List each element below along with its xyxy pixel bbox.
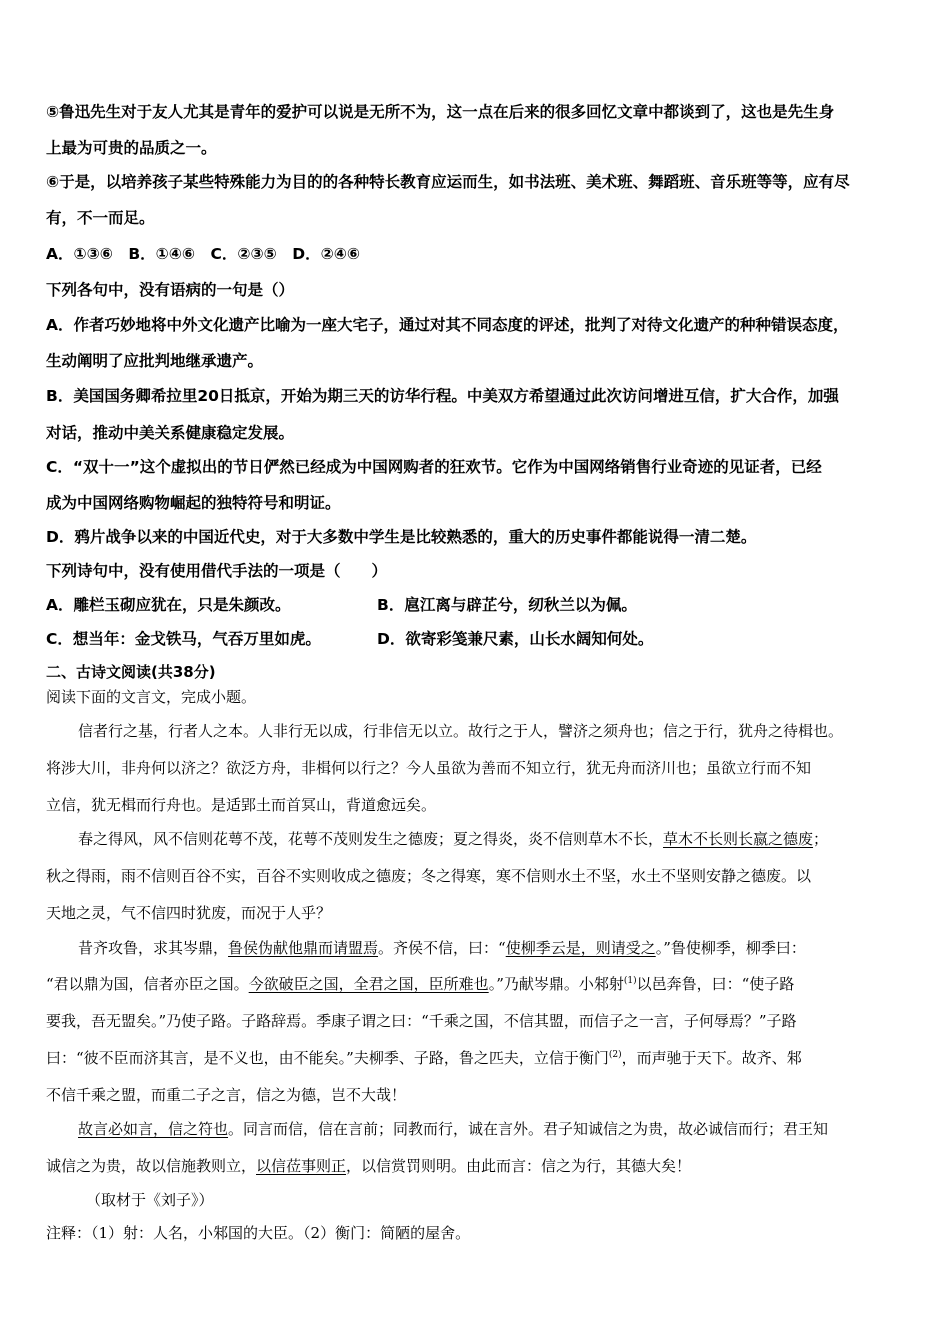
q3-stem: 下列诗句中，没有使用借代手法的一项是（ ）: [46, 562, 388, 580]
q2-option-a-line-2: 生动阐明了应批判地继承遗产。: [46, 352, 264, 370]
passage-p3-line-4: 曰：“彼不臣而济其言，是不义也，由不能矣。”夫柳季、子路，鲁之匹夫，立信于衡门$^{(2)}$，而声驰于天下。故齐、邾: [46, 1049, 802, 1067]
q2-option-c-line-1: C．“双十一”这个虚拟出的节日俨然已经成为中国网购者的狂欢节。它作为中国网络销售行业奇迹的见证者，已经: [46, 458, 822, 476]
passage-p1-line-3: 立信，犹无楫而行舟也。是适郢土而首冥山，背道愈远矣。: [46, 796, 437, 814]
q3-option-a: A．雕栏玉砌应犹在，只是朱颜改。: [46, 596, 291, 614]
q2-option-b-line-2: 对话，推动中美关系健康稳定发展。: [46, 424, 295, 442]
passage-p3-line-5: 不信千乘之盟，而重二子之言，信之为德，岂不大哉！: [46, 1086, 407, 1104]
passage-p3-line-2: “君以鼎为国，信者亦臣之国。今欲破臣之国，全君之国，臣所难也。”乃献岑鼎。小邾射$^{(1)}$以邑奔鲁，曰：“使子路: [46, 975, 795, 993]
passage-p4-line-2: 诚信之为贵，故以信施教则立，以信莅事则正，以信赏罚则明。由此而言：信之为行，其德大矣！: [46, 1157, 692, 1175]
q2-stem: 下列各句中，没有语病的一句是（）: [46, 281, 295, 299]
passage-source: （取材于《刘子》）: [86, 1191, 214, 1209]
section-heading: 二、古诗文阅读(共38分): [46, 663, 216, 681]
passage-p1-line-2: 将涉大川，非舟何以济之？欲泛方舟，非楫何以行之？今人虽欲为善而不知立行，犹无舟而济川也；虽欲立行而不知: [46, 759, 812, 777]
passage-p2-line-1: 春之得风，风不信则花萼不茂，花萼不茂则发生之德废；夏之得炎，炎不信则草木不长，草木不长则长嬴之德废；: [78, 830, 829, 848]
section-instruction: 阅读下面的文言文，完成小题。: [46, 688, 257, 706]
q3-option-d: D．欲寄彩笺兼尺素，山长水阔知何处。: [377, 630, 654, 648]
q2-option-a-line-1: A．作者巧妙地将中外文化遗产比喻为一座大宅子，通过对其不同态度的评述，批判了对待文化遗产的种种错误态度，: [46, 316, 849, 334]
item-5-line-2: 上最为可贵的品质之一。: [46, 139, 217, 157]
passage-p1-line-1: 信者行之基，行者人之本。人非行无以成，行非信无以立。故行之于人，譬济之须舟也；信之于行，犹舟之待楫也。: [78, 722, 844, 740]
q3-option-c: C．想当年：金戈铁马，气吞万里如虎。: [46, 630, 321, 648]
passage-notes: 注释：（1）射：人名，小邾国的大臣。（2）衡门：简陋的屋舍。: [46, 1224, 471, 1242]
passage-p4-line-1: 故言必如言，信之符也。同言而信，信在言前；同教而行，诚在言外。君子知诚信之为贵，故必诚信而行；君王知: [78, 1120, 829, 1138]
q1-options: A．①③⑥ B．①④⑥ C．②③⑤ D．②④⑥: [46, 245, 361, 263]
passage-p2-line-3: 天地之灵，气不信四时犹废，而况于人乎？: [46, 904, 332, 922]
item-5-line-1: ⑤鲁迅先生对于友人尤其是青年的爱护可以说是无所不为，这一点在后来的很多回忆文章中都谈到了，这也是先生身: [46, 103, 835, 121]
q3-option-b: B．扈江离与辟芷兮，纫秋兰以为佩。: [377, 596, 637, 614]
passage-p3-line-1: 昔齐攻鲁，求其岑鼎，鲁侯伪献他鼎而请盟焉。齐侯不信，曰：“使柳季云是，则请受之。”鲁使柳季，柳季曰：: [78, 939, 806, 957]
q2-option-b-line-1: B．美国国务卿希拉里20日抵京，开始为期三天的访华行程。中美双方希望通过此次访问增进互信，扩大合作，加强: [46, 387, 839, 405]
item-6-line-2: 有，不一而足。: [46, 209, 155, 227]
q2-option-d: D．鸦片战争以来的中国近代史，对于大多数中学生是比较熟悉的，重大的历史事件都能说得一清二楚。: [46, 528, 757, 546]
passage-p2-line-2: 秋之得雨，雨不信则百谷不实，百谷不实则收成之德废；冬之得寒，寒不信则水土不坚，水土不坚则安静之德废。以: [46, 867, 812, 885]
item-6-line-1: ⑥于是，以培养孩子某些特殊能力为目的的各种特长教育应运而生，如书法班、美术班、舞蹈班、音乐班等等，应有尽: [46, 173, 850, 191]
passage-p3-line-3: 要我，吾无盟矣。”乃使子路。子路辞焉。季康子谓之曰：“千乘之国，不信其盟，而信子之一言，子何辱焉？”子路: [46, 1012, 797, 1030]
q2-option-c-line-2: 成为中国网络购物崛起的独特符号和明证。: [46, 494, 341, 512]
